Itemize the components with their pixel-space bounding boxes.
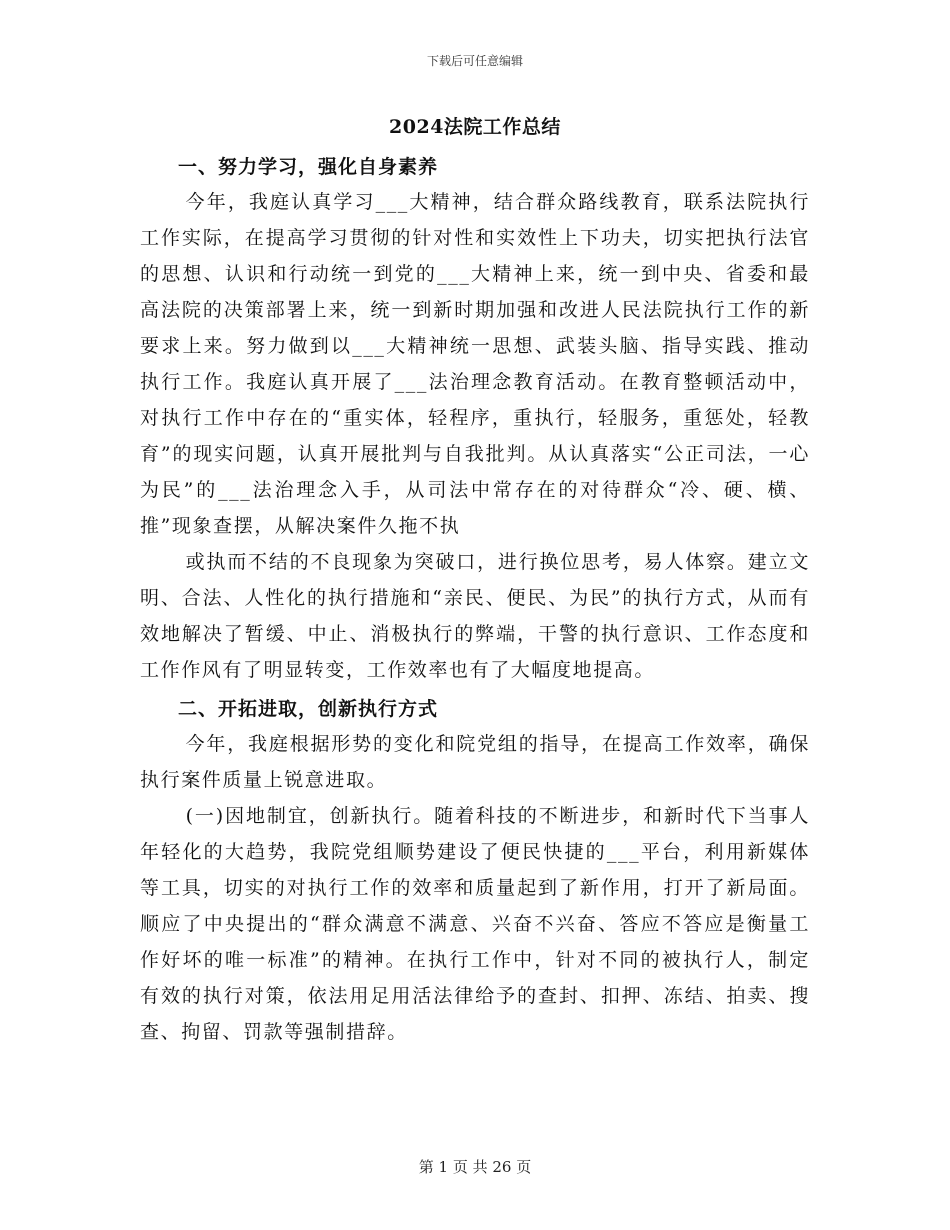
document-title: 2024法院工作总结 bbox=[389, 116, 561, 138]
paragraph-1-2: 或执而不结的不良现象为突破口，进行换位思考，易人体察。建立文明、合法、人性化的执行措施和“亲民、便民、为民”的执行方式，从而有效地解决了暂缓、中止、消极执行的弊端，干警的执行意识、工作态度和工作作风有了明显转变，工作效率也有了大幅度地提高。 bbox=[140, 551, 810, 681]
page-number: 第 1 页 共 26 页 bbox=[418, 1158, 532, 1176]
page-header-note: 下载后可任意编辑 bbox=[426, 54, 523, 68]
paragraph-2-2: (一)因地制宜，创新执行。随着科技的不断进步，和新时代下当事人年轻化的大趋势，我院党组顺势建设了便民快捷的___平台，利用新媒体等工具，切实的对执行工作的效率和质量起到了新作用，打开了新局面。顺应了中央提出的“群众满意不满意、兴奋不兴奋、答应不答应是衡量工作好坏的唯一标准”的精神。在执行工作中，针对不同的被执行人，制定有效的执行对策，依法用足用活法律给予的查封、扣押、冻结、拍卖、搜查、拘留、罚款等强制措辞。 bbox=[140, 805, 810, 1043]
document-body bbox=[140, 110, 810, 1050]
section-heading-2: 二、开拓进取，创新执行方式 bbox=[178, 698, 439, 720]
section-heading-1: 一、努力学习，强化自身素养 bbox=[178, 156, 439, 178]
paragraph-2-1: 今年，我庭根据形势的变化和院党组的指导，在提高工作效率，确保执行案件质量上锐意进取。 bbox=[140, 733, 810, 791]
paragraph-1-1: 今年，我庭认真学习___大精神，结合群众路线教育，联系法院执行工作实际，在提高学习贯彻的针对性和实效性上下功夫，切实把执行法官的思想、认识和行动统一到党的___大精神上来，统一到中央、省委和最高法院的决策部署上来，统一到新时期加强和改进人民法院执行工作的新要求上来。努力做到以___大精神统一思想、武装头脑、指导实践、推动执行工作。我庭认真开展了___法治理念教育活动。在教育整顿活动中，对执行工作中存在的“重实体，轻程序，重执行，轻服务，重惩处，轻教育”的现实问题，认真开展批判与自我批判。从认真落实“公正司法，一心为民”的___法治理念入手，从司法中常存在的对待群众“冷、硬、横、推”现象查摆，从解决案件久拖不执 bbox=[140, 191, 810, 537]
